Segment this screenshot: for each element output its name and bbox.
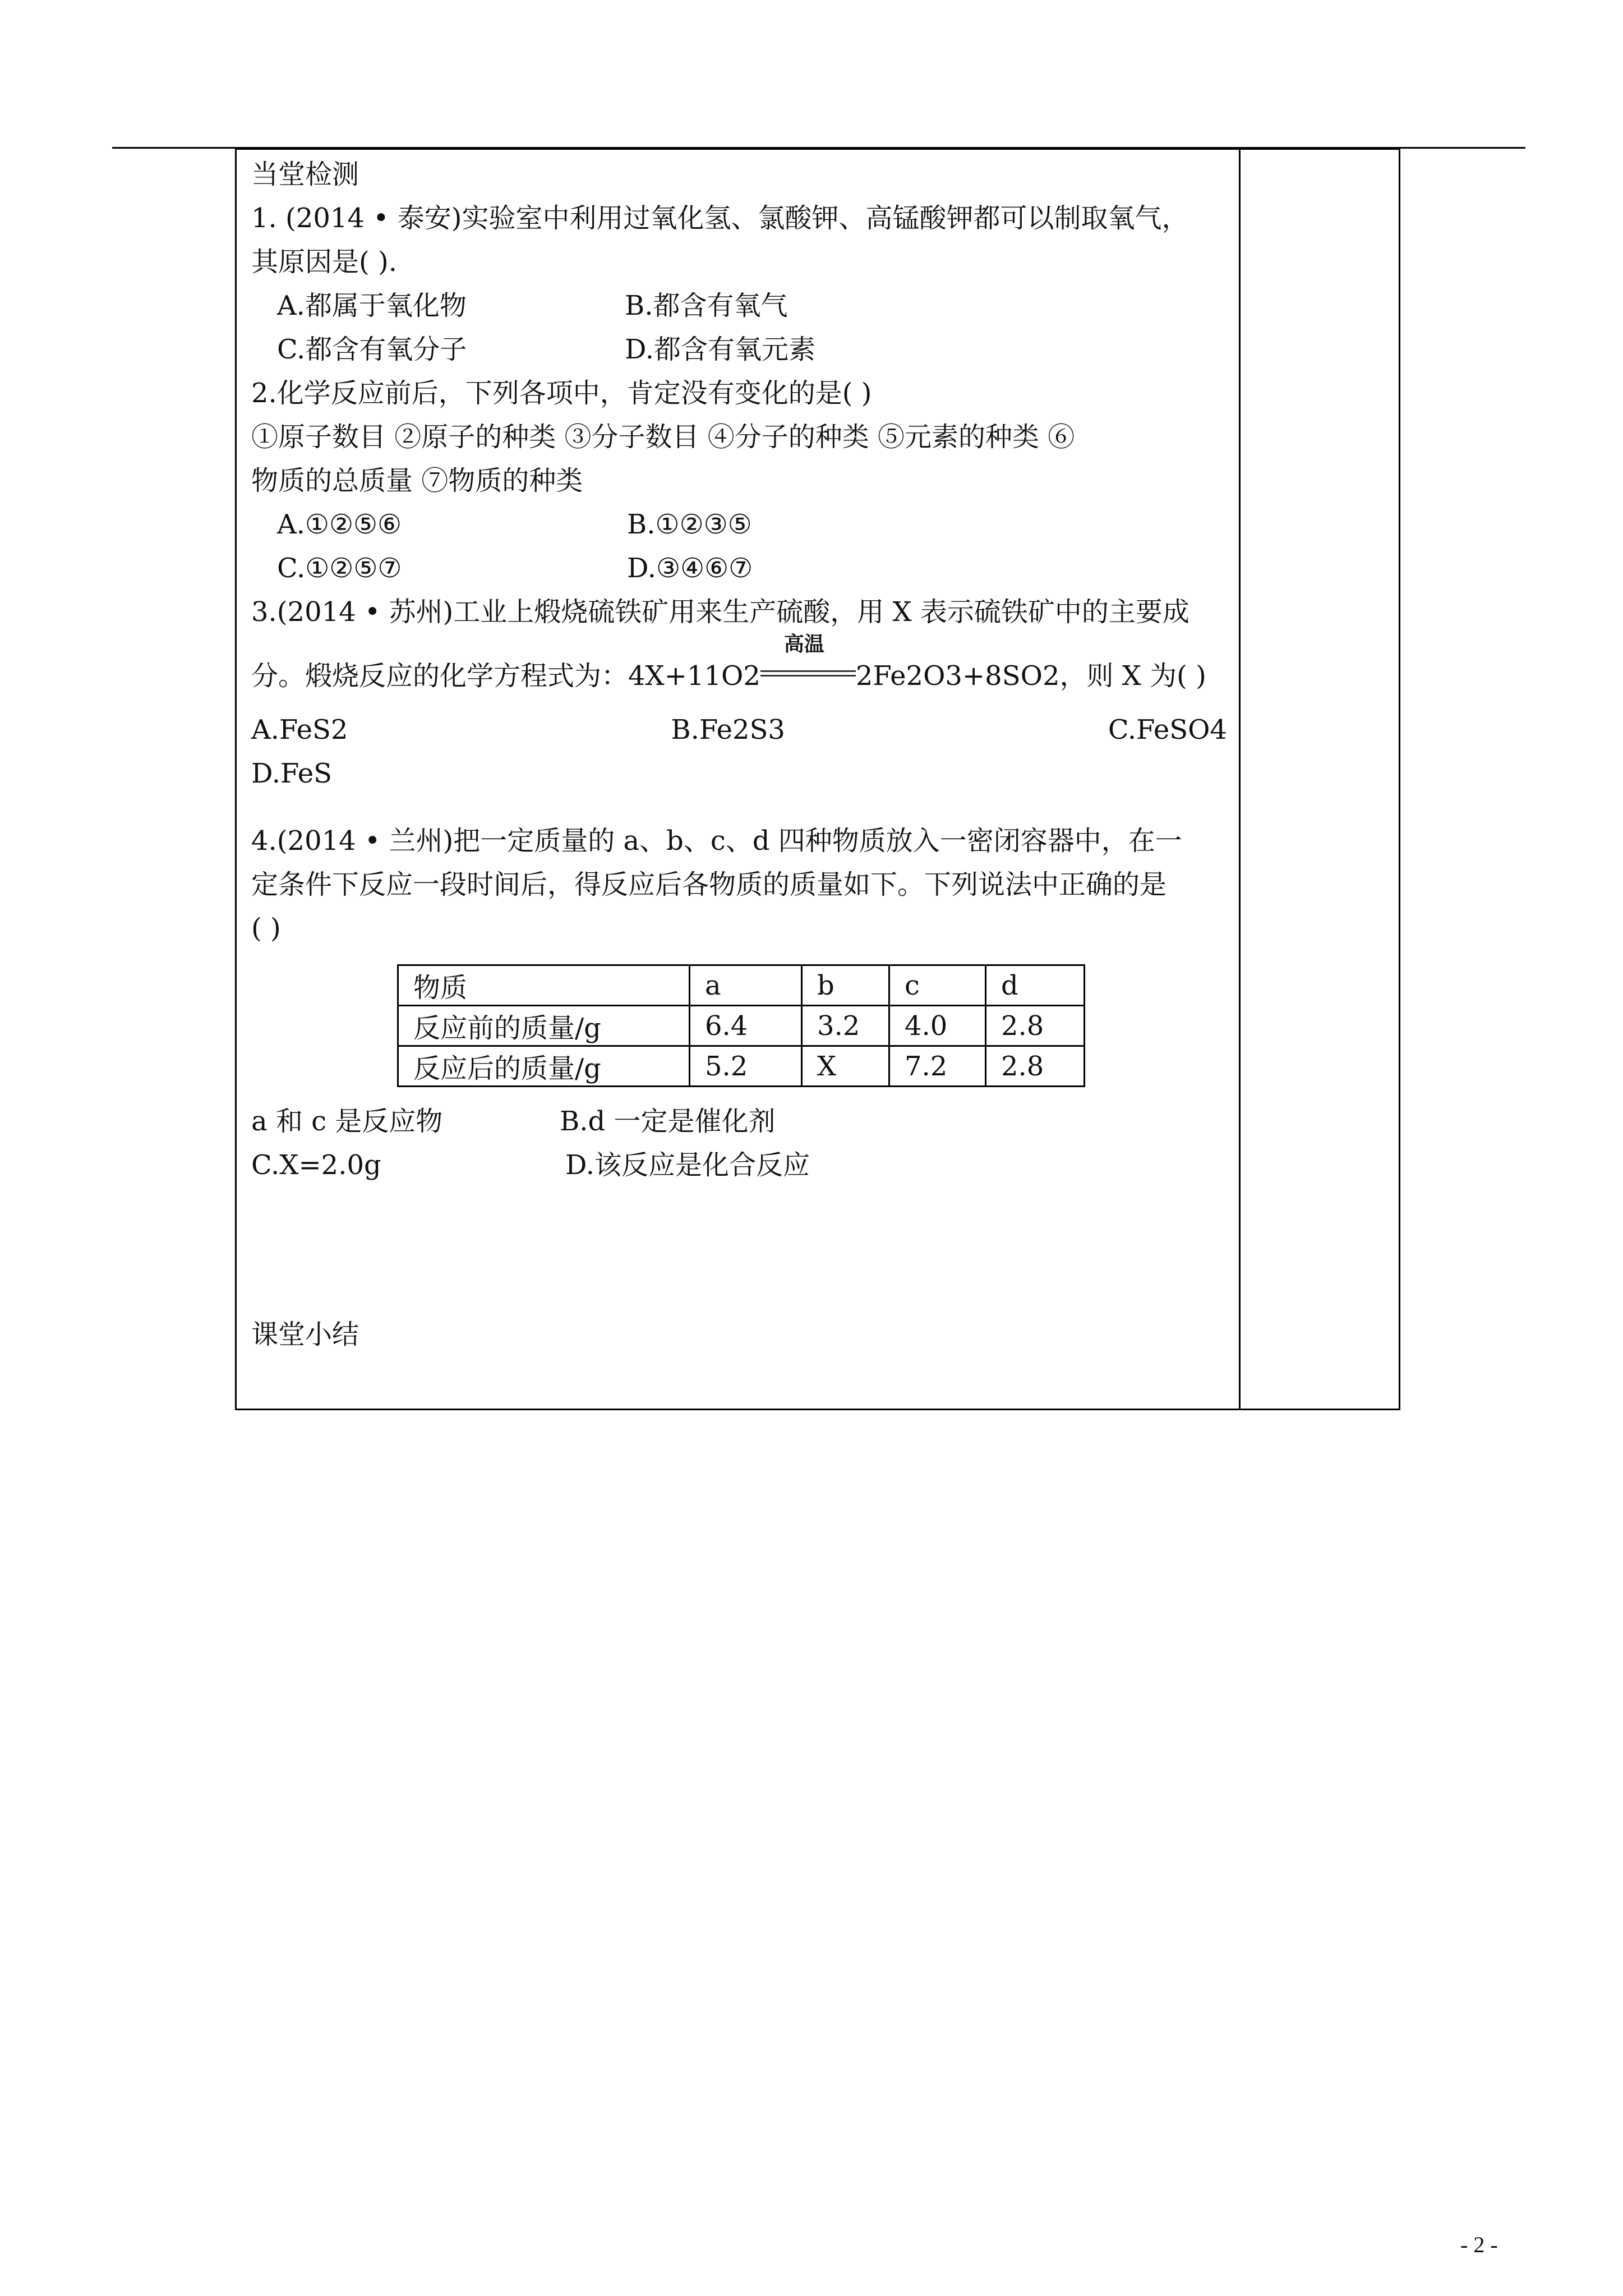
page-number: - 2 - bbox=[1460, 2232, 1498, 2257]
q4-option-d: D.该反应是化合反应 bbox=[565, 1149, 810, 1181]
reaction-condition-arrow bbox=[760, 632, 856, 689]
table-cell: X bbox=[802, 1046, 889, 1087]
table-row bbox=[398, 1046, 1085, 1087]
q1-options-row-2 bbox=[251, 328, 1227, 371]
q3-options-row-1 bbox=[251, 708, 1227, 752]
q4-options bbox=[251, 1099, 810, 1187]
q3-equation bbox=[251, 634, 1227, 708]
section-title: 当堂检测 bbox=[251, 159, 359, 190]
q1-option-b: B.都含有氧气 bbox=[625, 290, 788, 321]
q3-equation-reactants: 分。煅烧反应的化学方程式为：4X+11O2 bbox=[251, 660, 760, 692]
table-cell: b bbox=[802, 965, 889, 1006]
q3-option-b: B.Fe2S3 bbox=[671, 714, 785, 746]
q1-option-a: A.都属于氧化物 bbox=[277, 290, 467, 321]
table-cell: d bbox=[986, 965, 1085, 1006]
table-cell: 反应前的质量/g bbox=[398, 1006, 690, 1046]
table-cell: 4.0 bbox=[889, 1006, 986, 1046]
table-cell: 2.8 bbox=[986, 1006, 1085, 1046]
q3-option-a: A.FeS2 bbox=[251, 714, 348, 746]
table-cell: 7.2 bbox=[889, 1046, 986, 1087]
q2-line-2: ①原子数目 ②原子的种类 ③分子数目 ④分子的种类 ⑤元素的种类 ⑥ bbox=[251, 421, 1075, 453]
q3-equation-products: 2Fe2O3+8SO2，则 X 为( ) bbox=[855, 660, 1206, 692]
q3-option-c: C.FeSO4 bbox=[1108, 714, 1227, 746]
q2-option-b: B.①②③⑤ bbox=[627, 509, 752, 540]
table-cell: 5.2 bbox=[690, 1046, 802, 1087]
q3-option-d: D.FeS bbox=[251, 758, 332, 789]
q4-line-1: 4.(2014 • 兰州)把一定质量的 a、b、c、d 四种物质放入一密闭容器中，在一 bbox=[251, 825, 1182, 857]
q2-line-1: 2.化学反应前后，下列各项中，肯定没有变化的是( ) bbox=[251, 378, 872, 409]
q2-line-3: 物质的总质量 ⑦物质的种类 bbox=[251, 465, 583, 496]
q4-options-row-2 bbox=[251, 1143, 810, 1187]
summary-title: 课堂小结 bbox=[251, 1319, 359, 1350]
quiz-content bbox=[251, 153, 1227, 950]
table-header-row bbox=[398, 965, 1085, 1006]
reaction-condition-label: 高温 bbox=[783, 632, 824, 656]
q2-option-d: D.③④⑥⑦ bbox=[627, 553, 753, 584]
q4-option-c: C.X=2.0g bbox=[251, 1149, 381, 1181]
q4-option-b: B.d 一定是催化剂 bbox=[560, 1106, 776, 1137]
mass-table bbox=[397, 964, 1085, 1087]
q3-line-1: 3.(2014 • 苏州)工业上煅烧硫铁矿用来生产硫酸，用 X 表示硫铁矿中的主要成 bbox=[251, 596, 1189, 628]
q2-option-c: C.①②⑤⑦ bbox=[277, 553, 402, 584]
q2-options-row-2 bbox=[251, 546, 1227, 590]
q1-line-2: 其原因是( ). bbox=[251, 246, 397, 278]
q1-option-d: D.都含有氧元素 bbox=[625, 334, 816, 365]
q1-option-c: C.都含有氧分子 bbox=[277, 334, 467, 365]
q4-line-2: 定条件下反应一段时间后，得反应后各物质的质量如下。下列说法中正确的是 bbox=[251, 869, 1167, 900]
table-cell: a bbox=[690, 965, 802, 1006]
q4-option-a: a 和 c 是反应物 bbox=[251, 1106, 443, 1137]
q4-options-row-1 bbox=[251, 1099, 810, 1143]
q4-line-3: ( ) bbox=[251, 913, 281, 944]
table-cell: 物质 bbox=[398, 965, 690, 1006]
column-divider bbox=[1239, 148, 1241, 1410]
table-cell: 反应后的质量/g bbox=[398, 1046, 690, 1087]
q1-line-1: 1. (2014 • 泰安)实验室中利用过氧化氢、氯酸钾、高锰酸钾都可以制取氧气， bbox=[251, 203, 1189, 234]
table-cell: 6.4 bbox=[690, 1006, 802, 1046]
table-cell: c bbox=[889, 965, 986, 1006]
table-cell: 2.8 bbox=[986, 1046, 1085, 1087]
q2-option-a: A.①②⑤⑥ bbox=[277, 509, 402, 540]
q1-options-row-1 bbox=[251, 284, 1227, 328]
q2-options-row-1 bbox=[251, 503, 1227, 546]
table-cell: 3.2 bbox=[802, 1006, 889, 1046]
table-row bbox=[398, 1006, 1085, 1046]
